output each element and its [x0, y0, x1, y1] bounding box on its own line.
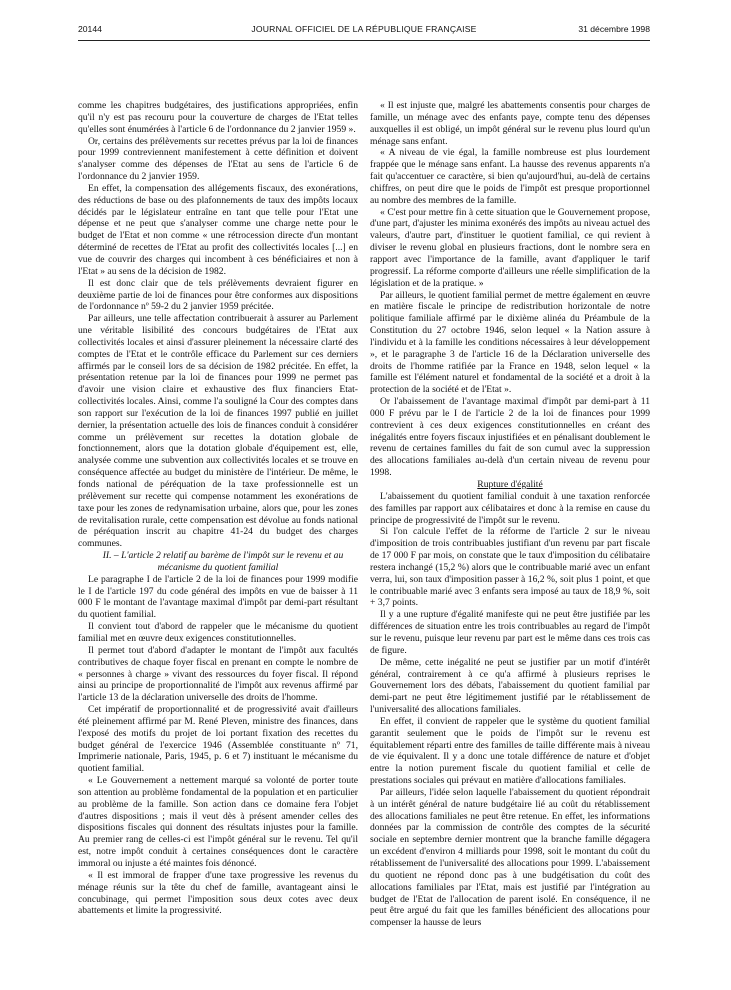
paragraph: Par ailleurs, le quotient familial permet de mettre également en œuvre en matière fiscale le principe de redistribution horizontale de notre politique familiale affirmé par le dixième alinéa du Préambule de la Constitution du 27 octobre 1946, selon lequel « la Nation assure à l'individu et à la famille les conditions nécessaires à leur développement », et le paragraphe 3 de l'article 16 de la Déclaration universelle des droits de l'homme ratifiée par la France en 1948, selon lequel « la famille est l'élément naturel et fondamental de la société et a droit à la protection de la société et de l'Etat ».: [370, 289, 650, 396]
paragraph: En effet, il convient de rappeler que le système du quotient familial garantit seulement que le poids de l'impôt sur le revenu est équitablement réparti entre des familles de taille différente mais à niveau de vie équivalent. Il y a donc une totale différence de nature et d'objet entre la notion purement fiscale du quotient familial et celle de prestations sociales qui prévaut en matière d'allocations familiales.: [370, 715, 650, 787]
paragraph: Il convient tout d'abord de rappeler que le mécanisme du quotient familial met en œuvre deux exigences constitutionnelles.: [78, 621, 358, 644]
paragraph: « Il est injuste que, malgré les abattements consentis pour charges de famille, un ménage avec des enfants paye, compte tenu des dépenses auxquelles il est obligé, un impôt général sur le revenu plus lourd qu'un ménage sans enfant.: [370, 100, 650, 147]
paragraph: En effet, la compensation des allégements fiscaux, des exonérations, des réductions de base ou des plafonnements de taux des impôts locaux décidés par le législateur entraîne en tant que telle pour l'Etat une dépense et ne peut que s'analyser comme une charge nette pour le budget de l'Etat et non comme « une rétrocession directe d'un montant déterminé de recettes de l'Etat au profit des collectivités locales [...] en vue de couvrir des charges qui incombent à ces bénéficiaires et non à l'Etat » au sens de la décision de 1982.: [78, 182, 358, 277]
paragraph: Or l'abaissement de l'avantage maximal d'impôt par demi-part à 11 000 F prévu par le I de l'article 2 de la loi de finances pour 1999 contrevient à ces deux exigences constitutionnelles en créant des inégalités entre foyers fiscaux injustifiées et en pénalisant doublement le revenu de certaines familles du fait de son cumul avec la suppression des allocations familiales au-delà d'un certain niveau de revenu pour 1998.: [370, 396, 650, 479]
page-header: [78, 24, 650, 38]
paragraph: « C'est pour mettre fin à cette situation que le Gouvernement propose, d'une part, d'ajuster les minima exonérés des impôts au niveau actuel des valeurs, d'autre part, d'instituer le quotient familial, ce qui revient à diviser le revenu global en plusieurs fractions, dont le nombre sera en rapport avec l'importance de la famille, avant d'appliquer le tarif progressif. La réforme comporte d'ailleurs une réelle simplification de la législation et de la pratique. »: [370, 206, 650, 289]
paragraph: Par ailleurs, une telle affectation contribuerait à assurer au Parlement une véritable lisibilité des concours budgétaires de l'Etat aux collectivités locales et ainsi d'assurer pleinement la nécessaire clarté des comptes de l'Etat et le contrôle efficace du Parlement sur ces derniers affirmés par le conseil lors de sa décision de 1982 précitée. En effet, la présentation retenue par la loi de finances pour 1999 ne permet pas d'avoir une vision claire et exhaustive des flux financiers Etat-collectivités locales. Ainsi, comme l'a souligné la Cour des comptes dans son rapport sur l'exécution de la loi de finances 1997 publié en juillet dernier, la présentation actuelle des lois de finances conduit à considérer comme un prélèvement sur recettes la dotation globale de fonctionnement, alors que la dotation globale d'équipement est, elle, analysée comme une subvention aux collectivités locales et se trouve en conséquence affectée au budget du ministère de l'intérieur. De même, le fonds national de péréquation de la taxe professionnelle est un prélèvement sur recette qui compense notamment les exonérations de taxe pour les zones de redynamisation urbaine, alors que, pour les zones de revitalisation rurale, cette compensation est dévolue au fonds national de péréquation inscrit au chapitre 41-24 du budget des charges communes.: [78, 313, 358, 550]
paragraph: L'abaissement du quotient familial conduit à une taxation renforcée des familles par rapport aux célibataires et donc à la remise en cause du principe de progressivité de l'impôt sur le revenu.: [370, 490, 650, 526]
paragraph: Il y a une rupture d'égalité manifeste qui ne peut être justifiée par les différences de situation entre les trois contribuables au regard de l'impôt sur le revenu, puisque leur revenu par part est le même dans ces trois cas de figure.: [370, 609, 650, 656]
right-column: [370, 100, 650, 970]
paragraph: Il permet tout d'abord d'adapter le montant de l'impôt aux facultés contributives de chaque foyer fiscal en prenant en compte le nombre de « personnes à charge » vivant des ressources du foyer fiscal. Il répond ainsi au principe de proportionnalité de l'impôt aux revenus affirmé par l'article 13 de la déclaration universelle des droits de l'homme.: [78, 644, 358, 704]
paragraph: « Il est immoral de frapper d'une taxe progressive les revenus du ménage réunis sur la tête du chef de famille, avantageant ainsi le concubinage, qui permet l'imposition sous deux cotes avec deux abattements et limite la progressivité.: [78, 869, 358, 917]
paragraph: Si l'on calcule l'effet de la réforme de l'article 2 sur le niveau d'imposition de trois contribuables justifiant d'un revenu par part fiscale de 17 000 F par mois, on constate que le taux d'imposition du célibataire restera inchangé (15,2 %) alors que le contribuable marié avec un enfant verra, lui, son taux d'imposition passer à 16,2 %, soit plus 1 point, et que le contribuable marié avec 3 enfants sera imposé au taux de 18,9 %, soit + 3,7 points.: [370, 526, 650, 609]
paragraph: Cet impératif de proportionnalité et de progressivité avait d'ailleurs été pleinement affirmé par M. René Pleven, ministre des finances, dans l'exposé des motifs du projet de loi portant fixation des recettes du budget général de l'exercice 1946 (Assemblée constituante nº 71, Imprimerie nationale, Paris, 1945, p. 6 et 7) instituant le mécanisme du quotient familial.: [78, 704, 358, 775]
paragraph: « Le Gouvernement a nettement marqué sa volonté de porter toute son attention au problème fondamental de la population et en particulier au problème de la famille. Son action dans ce domaine fera l'objet d'autres dispositions ; mais il veut dès à présent amender celles des dispositions fiscales qui donnent des résultats injustes pour la famille. Au premier rang de celles-ci est l'impôt général sur le revenu. Tel qu'il est, notre impôt conduit à certaines conséquences dont le caractère immoral ou injuste a été maintes fois dénoncé.: [78, 775, 358, 869]
subsection-heading: Rupture d'égalité: [477, 479, 543, 490]
journal-title: JOURNAL OFFICIEL DE LA RÉPUBLIQUE FRANÇAISE: [251, 24, 477, 34]
paragraph: comme les chapitres budgétaires, des justifications appropriées, enfin qu'il n'y est pas recouru pour la couverture de charges de l'Etat telles qu'elles sont énumérées à l'article 6 de l'ordonnance du 2 janvier 1959 ».: [78, 100, 358, 135]
publication-date: 31 décembre 1998: [578, 24, 650, 34]
left-column: [78, 100, 358, 970]
paragraph: De même, cette inégalité ne peut se justifier par un motif d'intérêt général, contrairement à ce qu'a affirmé à plusieurs reprises le Gouvernement lors des débats, l'abaissement du quotient familial par demi-part ne peut être légitimement justifié par le rétablissement de l'universalité des allocations familiales.: [370, 656, 650, 716]
header-rule: [78, 40, 650, 41]
paragraph: Le paragraphe I de l'article 2 de la loi de finances pour 1999 modifie le I de l'article 197 du code général des impôts en vue de baisser à 11 000 F le montant de l'avantage maximal d'impôt par demi-part résultant du quotient familial.: [78, 573, 358, 621]
section-heading: II. – L'article 2 relatif au barème de l'impôt sur le revenu et au mécanisme du quotient familial: [102, 550, 344, 573]
paragraph: Or, certains des prélèvements sur recettes prévus par la loi de finances pour 1999 contreviennent manifestement à cette définition et doivent s'analyser comme des dépenses de l'Etat au sens de l'article 6 de l'ordonnance du 2 janvier 1959.: [78, 135, 358, 183]
paragraph: Par ailleurs, l'idée selon laquelle l'abaissement du quotient répondrait à un intérêt général de nature budgétaire lié au coût du rétablissement des allocations familiales ne peut être retenue. En effet, les informations données par la commission de contrôle des comptes de la sécurité sociale en septembre dernier montrent que la branche famille dégagera un excédent d'environ 4 milliards pour 1998, soit le montant du coût du rétablissement de l'universalité des allocations pour 1999. L'abaissement du quotient ne répond donc pas à une budgétisation du coût des allocations familiales par l'Etat, mais est justifié par l'intégration au budget de l'Etat de l'allocation de parent isolé. En conséquence, il ne peut être argué du fait que les familles bénéficient des allocations pour compenser la hausse de leurs: [370, 786, 650, 929]
page-number: 20144: [78, 24, 102, 34]
paragraph: « A niveau de vie égal, la famille nombreuse est plus lourdement frappée que le ménage sans enfant. La hausse des revenus apparents n'a fait qu'accentuer ce caractère, si bien qu'aujourd'hui, au-delà de certains chiffres, on peut dire que le poids de l'impôt est presque proportionnel au nombre des membres de la famille.: [370, 147, 650, 206]
paragraph: Il est donc clair que de tels prélèvements devraient figurer en deuxième partie de loi de finances pour être conformes aux dispositions de l'ordonnance nº 59-2 du 2 janvier 1959 précitée.: [78, 277, 358, 313]
